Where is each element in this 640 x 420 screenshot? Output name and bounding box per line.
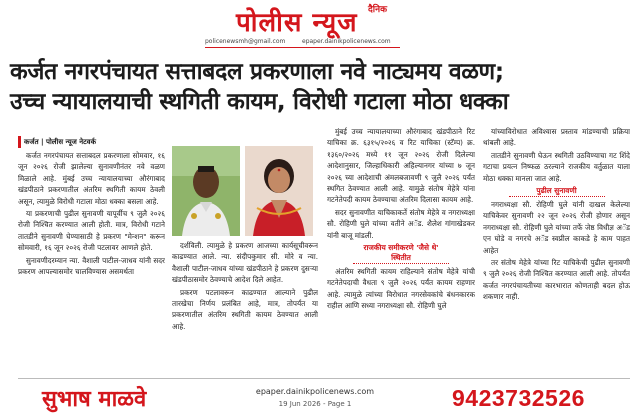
- brand-website[interactable]: epaper.dainikpolicenews.com: [302, 38, 391, 45]
- headline-line-2: उच्च न्यायालयाची स्थगिती कायम, विरोधी गटाला मोठा धक्का: [10, 89, 509, 115]
- headline-line-1: कर्जत नगरपंचायत सत्ताबदल प्रकरणाला नवे नाट्यमय वळण;: [10, 59, 504, 85]
- paragraph: मुंबई उच्च न्यायालयाच्या औरंगाबाद खंडपीठाने रिट याचिका क्र. ६३१५/२०२६ व रिट याचिका (स्टॅम्प) क्र. १३६०/२०२६ मध्ये ११ जून २०२६ रोजी दिलेल्या आदेशानुसार, जिल्हाधिकारी अहिल्यानगर यांच्या ७ जून २०२६ च्या आदेशाची अंमलबजावणी ९ जुलै २०२६ पर्यंत स्थगित ठेवण्यात आली आहे. यामुळे संतोष मेहेत्रे यांना गटनेतेपदी कायम ठेवण्याचा अंतरिम दिलासा कायम आहे.: [327, 127, 475, 205]
- paragraph: यांच्याविरोधात अविश्वास प्रस्ताव मांडण्याची प्रक्रिया थांबली आहे.: [483, 127, 630, 148]
- paragraph: सदर सुनावणीत याचिकाकर्ते संतोष मेहेत्रे व नगराध्यक्षा सौ. रोहिणी घुले यांच्या वतीने अॅड. शैलेश गांगाखेडकर यांनी बाजू मांडली.: [327, 207, 475, 240]
- paragraph: तातडीने सुनावणी घेऊन स्थगिती उठविण्याचा गट शिंदे गटाचा प्रयत्न निष्फळ ठरल्याने राजकीय वर्तुळात याला मोठा धक्का मानला जात आहे.: [483, 150, 630, 183]
- paragraph: कर्जत नगरपंचायत सत्ताबदल प्रकरणाला सोमवार, १६ जून २०२६ रोजी झालेल्या सुनावणीनंतर नवे वळण मिळाले आहे. मुंबई उच्च न्यायालयाच्या औरंगाबाद खंडपीठाने प्रकरणातील अंतरिम स्थगिती कायम ठेवली असून, त्यामुळे विरोधी गटाला मोठा धक्का बसला आहे.: [18, 151, 165, 206]
- section-heading-political: राजकीय समीकरणे 'जैसे थे' स्थितीत: [353, 243, 449, 264]
- brand-daily-label: दैनिक: [368, 5, 388, 15]
- footer: [0, 378, 640, 420]
- man-portrait-image: [172, 146, 240, 236]
- epaper-link[interactable]: epaper.dainikpolicenews.com: [255, 387, 375, 396]
- paragraph: प्रकरण पटलावरून काढण्यात आल्याने पुढील तारखेचा निर्णय प्रलंबित आहे, मात्र, तोपर्यंत या प्रकरणातील अंतरिम स्थगिती कायम ठेवण्यात आली आहे.: [172, 287, 318, 331]
- masthead-rule: [205, 47, 400, 48]
- paragraph: अंतरिम स्थगिती कायम राहिल्याने संतोष मेहेत्रे यांची गटनेतेपदाची वैधता ९ जुलै २०२६ पर्यंत कायम राहणार आहे. त्यामुळे त्यांच्या विरोधात नगरसेवकांचे बंधनकारक राहील आणि सध्या नगराध्यक्षा सौ. रोहिणी घुले: [327, 267, 475, 311]
- paragraph: नगराध्यक्षा सौ. रोहिणी घुले यांनी दाखल केलेल्या याचिकेवर सुनावणी २२ जून २०२६ रोजी होणार असून नगराध्यक्षा सौ. रोहिणी घुले यांच्या तर्फे जेष्ठ विधीज्ञ अॅड एन घोडे व नगरचे अॅड स्वप्नील काकडे हे काम पाहत आहेत: [483, 200, 630, 255]
- masthead: [0, 0, 640, 52]
- article-column-4: [483, 126, 630, 372]
- section-heading-next-hearing: पुढील सुनावणी: [509, 186, 605, 197]
- brand-logo[interactable]: [200, 2, 600, 36]
- contact-phone[interactable]: 9423732526: [452, 385, 585, 411]
- brand-email: policenewsmh@gmail.com: [205, 38, 286, 45]
- byline: कर्जत | पोलीस न्यूज नेटवर्क: [18, 136, 159, 148]
- paragraph: या प्रकरणाची पुढील सुनावणी यापूर्वीच ९ जुलै २०२६ रोजी निश्चित करण्यात आली होती. मात्र, विरोधी गटाने तातडीने सुनावणी घेण्यासाठी हे प्रकरण "मेन्शन" करून सोमवारी, १६ जून २०२६ रोजी पटलावर आणले होते.: [18, 209, 165, 253]
- woman-portrait-image: [245, 146, 313, 236]
- brand-name: पोलीस न्यूज: [236, 8, 358, 38]
- page-date: 19 Jun 2026 - Page 1: [278, 400, 352, 408]
- paragraph: सुनावणीदरम्यान न्या. वैशाली पाटील-जाधव यांनी सदर प्रकरण आपल्यासमोर चालविण्यास असमर्थता: [18, 255, 165, 277]
- footer-rule: [18, 378, 630, 379]
- article-column-2: [172, 240, 318, 372]
- article-column-1: [18, 150, 165, 372]
- article-column-3: [327, 126, 475, 372]
- reporter-signature: सुभाष माळवे: [42, 386, 147, 412]
- paragraph: दर्शविली. त्यामुळे हे प्रकरण आजच्या कार्यसूचीवरून काढण्यात आले. न्या. संदीपकुमार सी. मोरे व न्या. वैशाली पाटील-जाधव यांच्या खंडपीठाने हे प्रकरण दुसऱ्या खंडपीठासमोर ठेवण्याचे आदेश दिले आहेत.: [172, 241, 318, 285]
- paragraph: तर संतोष मेहेत्रे यांच्या रिट याचिकेची पुढील सुनावणी ९ जुलै २०२६ रोजी निश्चित करण्यात आली आहे. तोपर्यंत कर्जत नगरपंचायतीच्या कारभारात कोणताही बदल होऊ शकणार नाही.: [483, 258, 630, 302]
- headline: [10, 58, 630, 116]
- man-portrait-photo: [172, 146, 240, 236]
- woman-portrait-photo: [245, 146, 313, 236]
